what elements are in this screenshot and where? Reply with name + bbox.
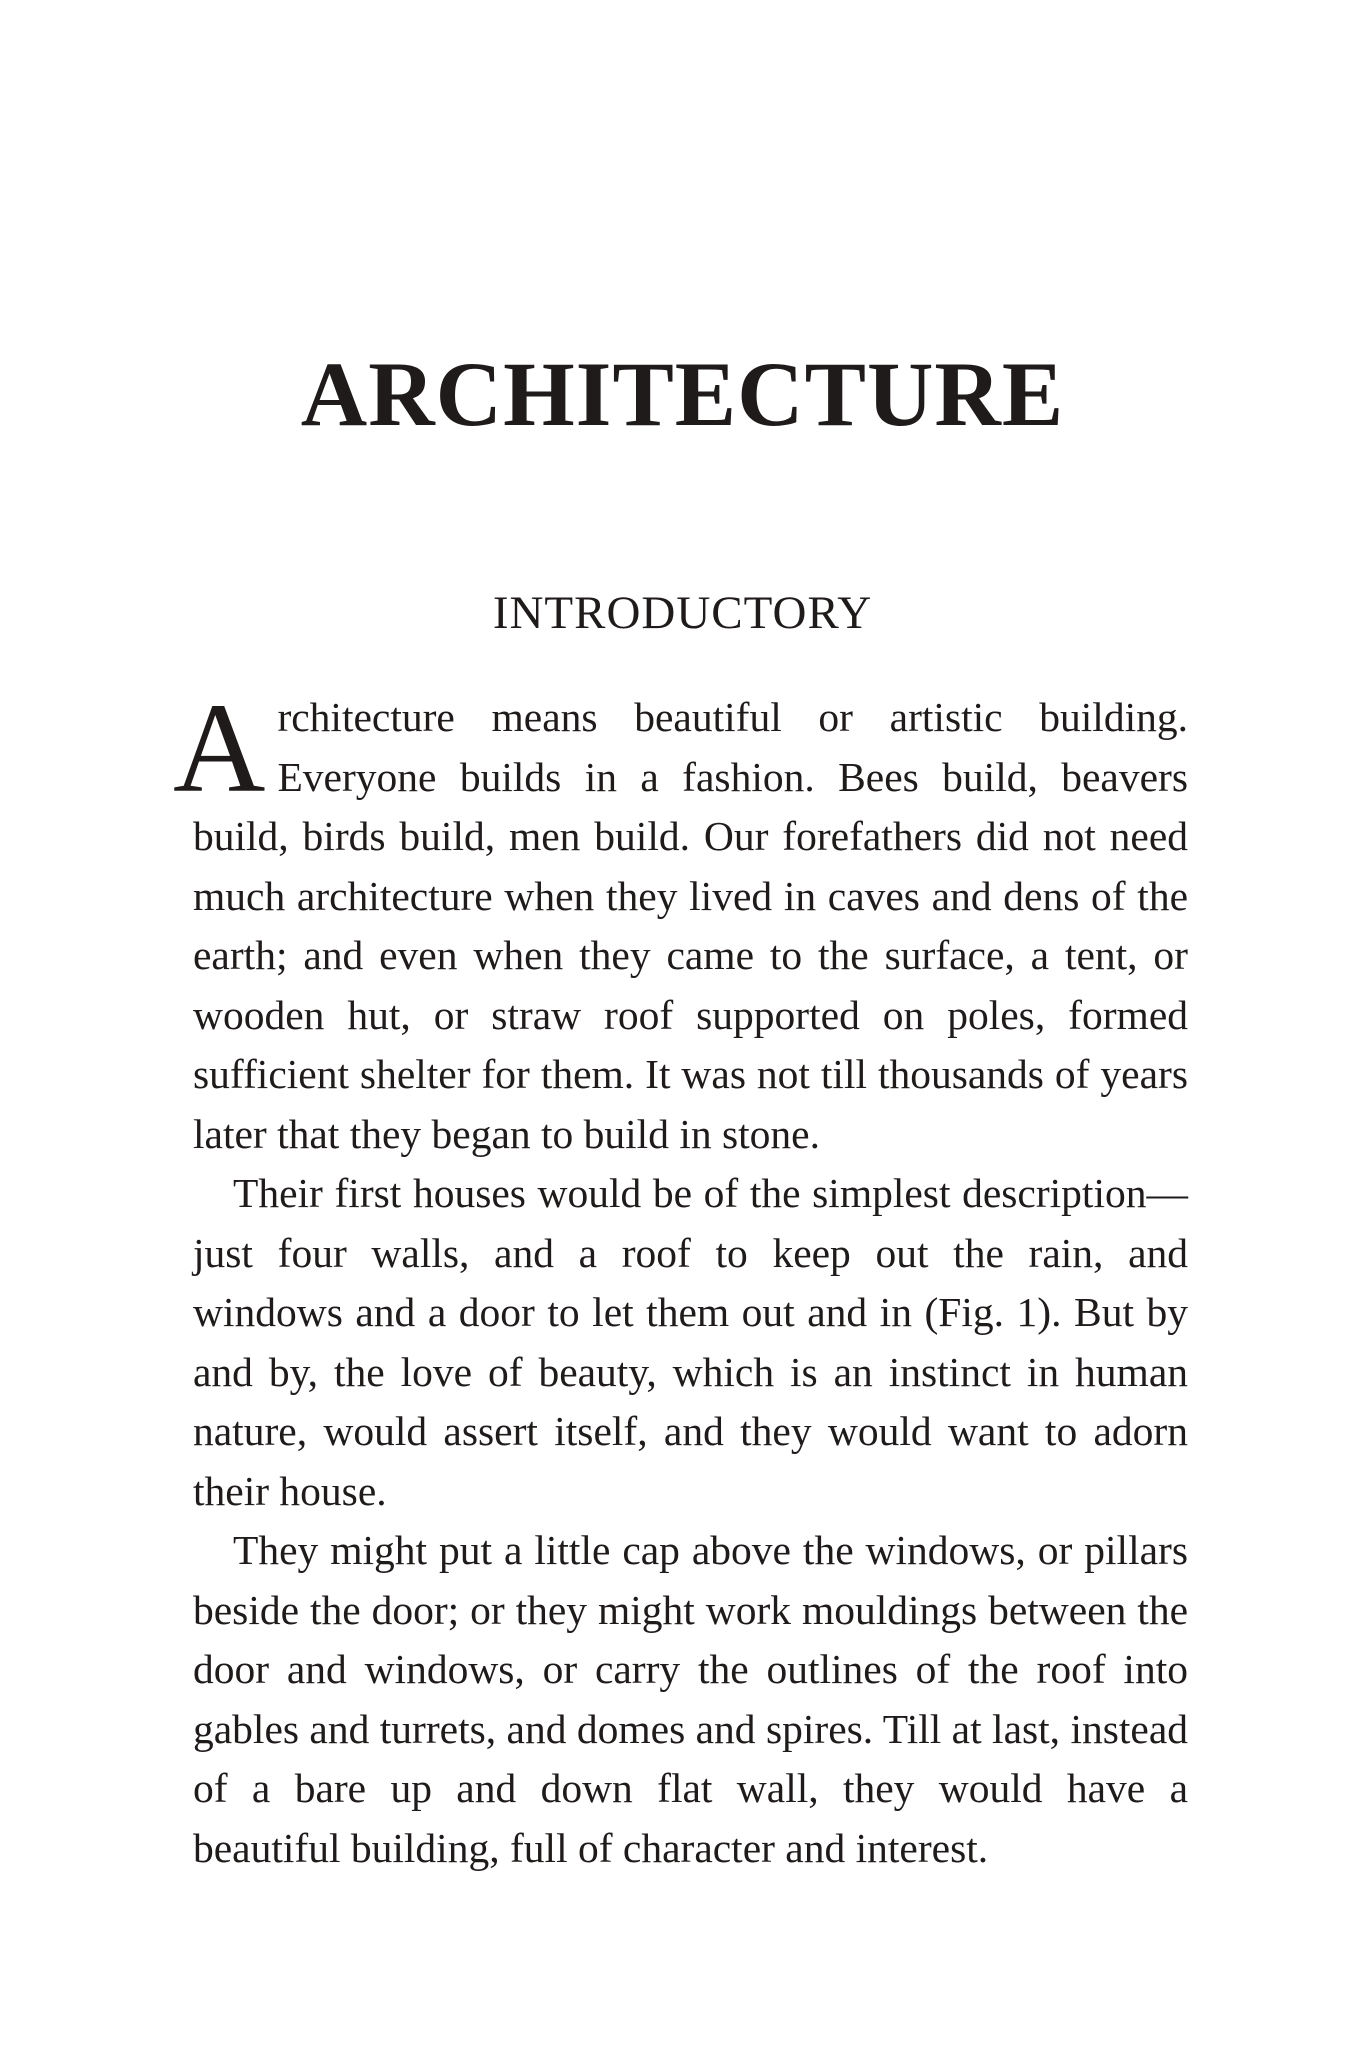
drop-cap: A bbox=[173, 677, 266, 819]
section-title: INTRODUCTORY bbox=[492, 587, 873, 639]
body-text bbox=[173, 677, 1188, 1878]
paragraph-1-text: rchitecture means beautiful or artistic building. Everyone builds in a fashion. Bees build, beavers build, birds build, men build. Our forefathers did not need much architecture when they lived in caves and dens of the earth; and even when they came to the surface, a tent, or wooden hut, or straw roof supported on poles, formed sufficient shelter for them. It was not till thousands of years later that they began to build in stone. bbox=[193, 694, 1188, 1157]
paragraph-2: Their first houses would be of the simplest description—just four walls, and a roof to keep out the rain, and windows and a door to let them out and in (Fig. 1). But by and by, the love of beauty, which is an instinct in human nature, would assert itself, and they would want to adorn their house. bbox=[193, 1170, 1188, 1514]
chapter-title: ARCHITECTURE bbox=[300, 343, 1065, 445]
paragraph-3: They might put a little cap above the windows, or pillars beside the door; or they might work mouldings between the door and windows, or carry the outlines of the roof into gables and turrets, and domes and spires. Till at last, instead of a bare up and down flat wall, they would have a beautiful building, full of character and interest. bbox=[193, 1527, 1188, 1871]
paragraph-1 bbox=[173, 677, 1188, 1164]
